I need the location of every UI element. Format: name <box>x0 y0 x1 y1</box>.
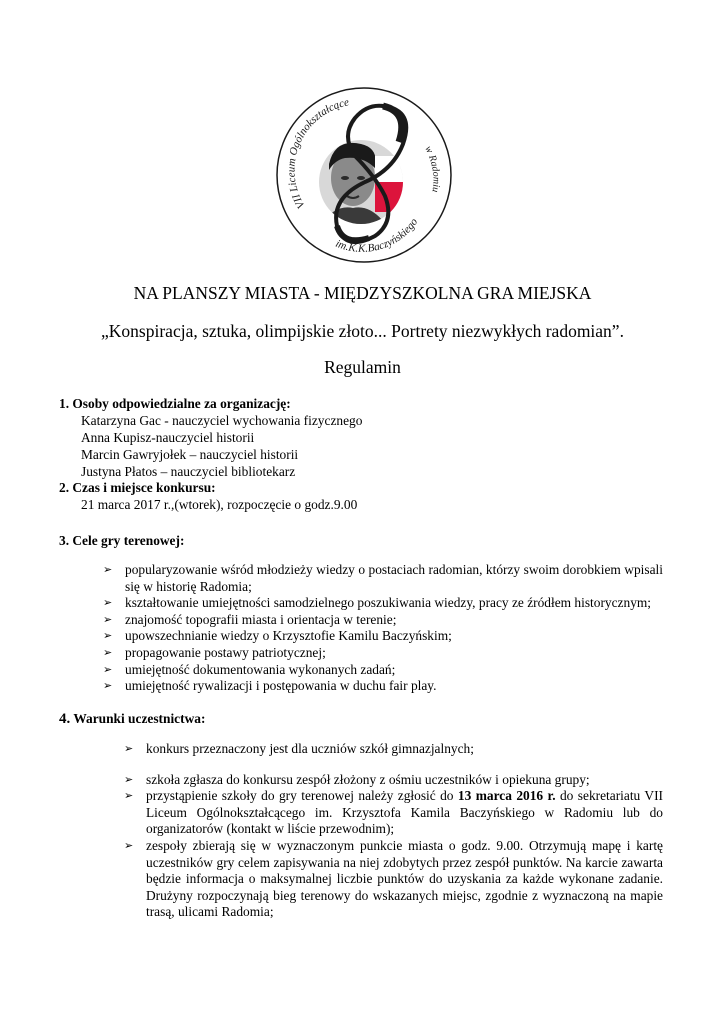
goals-list <box>103 562 663 695</box>
list-item: ➢ upowszechnianie wiedzy o Krzysztofie Kamilu Baczyńskim; <box>103 628 452 644</box>
arrow-bullet-icon: ➢ <box>103 596 113 610</box>
list-item: ➢ kształtowanie umiejętności samodzielnego poszukiwania wiedzy, pracy ze źródłem historycznym; <box>103 595 652 611</box>
logo-text-bottom: im.K.K.Baczyńskiego <box>333 216 421 255</box>
section-2-heading: 2. Czas i miejsce konkursu: <box>59 480 216 495</box>
organizer-4: Justyna Płatos – nauczyciel bibliotekarz <box>81 464 296 479</box>
arrow-bullet-icon: ➢ <box>124 789 134 803</box>
list-item: ➢ przystąpienie szkoły do gry terenowej należy zgłosić do 13 marca 2016 r. do sekretariatu VII Liceum Ogólnokształcącego im. Krzysztofa Kamila Baczyńskiego w Radomiu lub do organizatorów (kontakt w liście przewodnim); <box>124 788 663 837</box>
arrow-bullet-icon: ➢ <box>124 838 134 852</box>
arrow-bullet-icon: ➢ <box>103 645 113 659</box>
arrow-bullet-icon: ➢ <box>103 679 113 693</box>
logo-text-top: VII Liceum Ogólnokształcące <box>285 96 351 211</box>
organizer-3: Marcin Gawryjołek – nauczyciel historii <box>81 447 299 462</box>
section-1-heading: 1. Osoby odpowiedzialne za organizację: <box>59 396 291 411</box>
arrow-bullet-icon: ➢ <box>103 629 113 643</box>
section-4-heading: 4. Warunki uczestnictwa: <box>59 711 206 727</box>
list-item: ➢ popularyzowanie wśród młodzieży wiedzy o postaciach radomian, którzy swoim dorobkiem wpisali się w historię Radomia; <box>103 562 663 594</box>
list-item: ➢ umiejętność rywalizacji i postępowania w duchu fair play. <box>103 678 437 694</box>
list-item: ➢ zespoły zbierają się w wyznaczonym punkcie miasta o godz. 9.00. Otrzymują mapę i kartę uczestników gry celem zapisywania na niej zdobytych przez zespół punktów. Na karcie zawarta będzie informacja o maksymalnej liczbie punktów do uzyskania za każde wykonane zadanie. Drużyny rozpoczynają bieg terenowy do wskazanych miejsc, zgodnie z wyznaczoną na mapie trasą, ulicami Radomia; <box>124 837 663 920</box>
organizer-2: Anna Kupisz-nauczyciel historii <box>81 430 255 445</box>
school-logo <box>275 86 453 264</box>
list-item: ➢ propagowanie postawy patriotycznej; <box>103 644 326 660</box>
section-3-heading: 3. Cele gry terenowej: <box>59 533 185 548</box>
arrow-bullet-icon: ➢ <box>124 772 134 786</box>
arrow-bullet-icon: ➢ <box>124 742 134 755</box>
list-item: ➢ umiejętność dokumentowania wykonanych zadań; <box>103 661 396 677</box>
document-subtitle: „Konspiracja, sztuka, olimpijskie złoto... Portrety niezwykłych radomian”. <box>101 321 624 341</box>
arrow-bullet-icon: ➢ <box>103 563 113 576</box>
list-item: ➢ szkoła zgłasza do konkursu zespół złożony z ośmiu uczestników i opiekuna grupy; <box>124 771 590 787</box>
document-title: NA PLANSZY MIASTA - MIĘDZYSZKOLNA GRA MIEJSKA <box>133 283 592 303</box>
logo-text-right: w Radomiu <box>422 144 442 194</box>
event-date: 21 marca 2017 r.,(wtorek), rozpoczęcie o godz.9.00 <box>81 497 358 512</box>
list-item: ➢ znajomość topografii miasta i orientacja w terenie; <box>103 611 397 627</box>
deadline-date: 13 marca 2016 r. <box>457 788 556 804</box>
conditions-list <box>124 741 663 921</box>
organizer-1: Katarzyna Gac - nauczyciel wychowania fizycznego <box>81 413 363 428</box>
document-type: Regulamin <box>324 357 401 377</box>
arrow-bullet-icon: ➢ <box>103 612 113 626</box>
arrow-bullet-icon: ➢ <box>103 662 113 676</box>
list-item: ➢ konkurs przeznaczony jest dla uczniów szkół gimnazjalnych; <box>124 741 474 756</box>
